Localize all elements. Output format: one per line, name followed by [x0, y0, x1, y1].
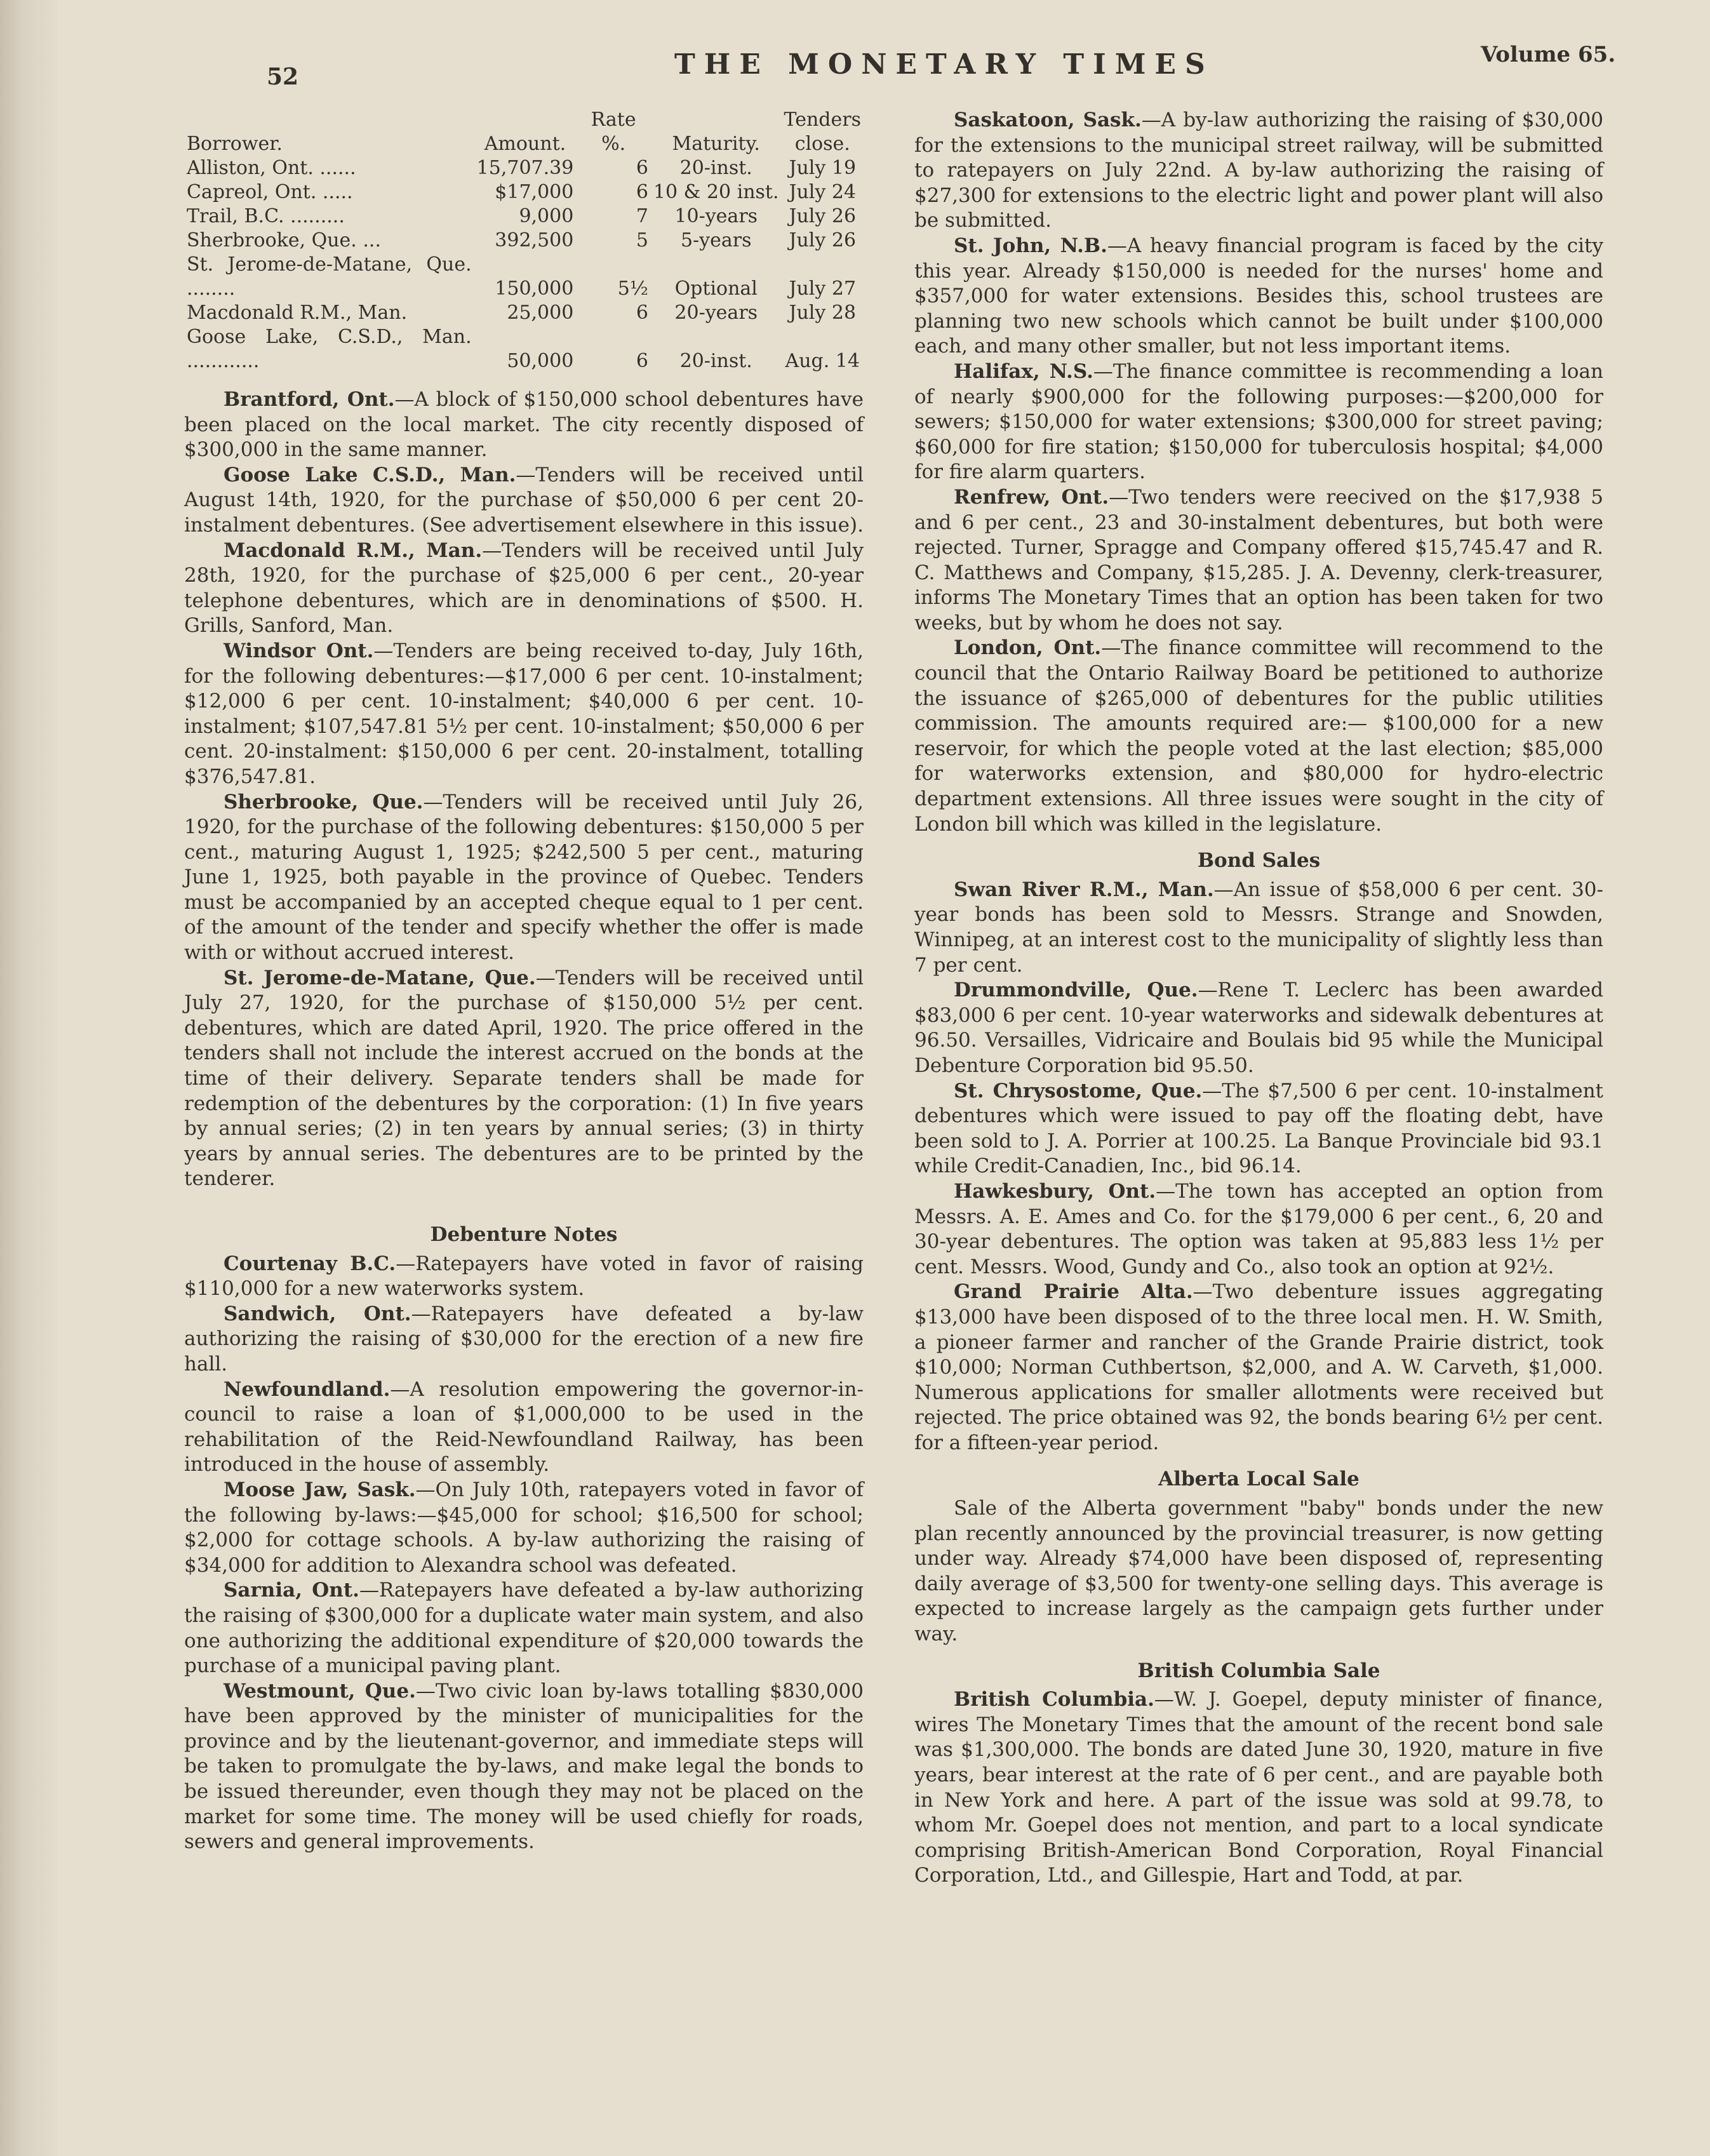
article-text: —W. J. Goepel, deputy minister of finance, wires The Monetary Times that the amount of the recent bond sale was $1,300,000. The bonds are dated June 30, 1920, mature in five years, bear interest at the rate of 6 per cent., and are payable both in New York and here. A part of the issue was sold at 99.78, to whom Mr. Goepel does not mention, and part to a local syndicate comprising British-American Bond Corporation, Royal Financial Corporation, Ltd., and Gillespie, Hart and Todd, at par.	[914, 1688, 1603, 1887]
cell-close: July 28	[789, 302, 857, 324]
article-paragraph	[184, 1478, 864, 1578]
article-lead: St. Jerome-de-Matane, Que.	[224, 966, 536, 989]
article-lead: Renfrew, Ont.	[954, 485, 1109, 509]
article-lead: Windsor Ont.	[224, 639, 374, 662]
article-text: —Rene T. Leclerc has been awarded $83,000 6 per cent. 10-year waterworks and sidewalk debentures at 96.50. Versailles, Vidricaire and Boulais bid 95 while the Municipal Debenture Corporation bid 95.50.	[914, 979, 1603, 1077]
cell-borrower: St. Jerome-de-Matane, Que. ........	[187, 253, 472, 300]
cell-close: July 19	[789, 157, 857, 179]
right-articles	[914, 108, 1603, 837]
cell-amount: 392,500	[495, 229, 574, 251]
header-amount: Amount.	[484, 133, 566, 155]
table-row	[184, 301, 864, 325]
cell-rate: 5	[636, 229, 648, 251]
table-row	[184, 253, 864, 301]
table-row	[184, 180, 864, 204]
article-lead: Westmount, Que.	[224, 1679, 416, 1703]
cell-maturity: 5-years	[680, 229, 752, 251]
alberta-sale-heading: Alberta Local Sale	[1158, 1468, 1359, 1491]
article-paragraph	[184, 539, 864, 639]
article-lead: Sandwich, Ont.	[224, 1302, 411, 1325]
article-text: —Tenders will be received until July 26, 1920, for the purchase of the following debentures: $150,000 5 per cent., maturing August 1, 1925; $242,500 5 per cent., maturing June 1, 1925, both payable in the province of Quebec. Tenders must be accompanied by an accepted cheque equal to 1 per cent. of the amount of the tender and specify whether the offer is made with or without accrued interest.	[184, 790, 864, 965]
table-row	[184, 229, 864, 253]
article-lead: Sherbrooke, Que.	[224, 790, 424, 814]
article-lead: Courtenay B.C.	[224, 1252, 396, 1275]
article-paragraph	[914, 978, 1603, 1078]
cell-amount: 9,000	[519, 205, 574, 227]
cell-borrower: Alliston, Ont. ......	[187, 157, 356, 179]
header-tenders-line2: close.	[794, 133, 850, 155]
article-text: —Tenders will be received until August 14th, 1920, for the purchase of $50,000 6 per cent 20-instalment debentures. (See advertisement elsewhere in this issue).	[184, 463, 864, 537]
article-lead: Goose Lake C.S.D., Man.	[224, 463, 516, 486]
cell-maturity: 20-inst.	[679, 157, 752, 179]
publication-title: THE MONETARY TIMES	[674, 48, 1214, 81]
book-binding-edge	[0, 0, 57, 2156]
article-paragraph	[184, 463, 864, 539]
header-borrower: Borrower.	[187, 133, 283, 155]
cell-maturity: Optional	[674, 278, 758, 300]
article-lead: Grand Prairie Alta.	[954, 1280, 1193, 1304]
article-paragraph	[184, 966, 864, 1192]
article-text: —Ratepayers have defeated a by-law authorizing the raising of $30,000 for the erection of a new fire hall.	[184, 1302, 864, 1376]
article-lead: Newfoundland.	[224, 1377, 391, 1401]
cell-maturity: 20-years	[674, 302, 758, 324]
tenders-table	[184, 108, 864, 373]
cell-amount: 25,000	[507, 302, 574, 324]
cell-maturity: 10 & 20 inst.	[653, 181, 779, 203]
cell-borrower: Capreol, Ont. .....	[187, 181, 353, 203]
article-text: Sale of the Alberta government "baby" bonds under the new plan recently announced by the provincial treasurer, is now getting under way. Already $74,000 have been disposed of, representing daily average of $3,500 for twenty-one selling days. This average is expected to increase largely as the campaign gets further under way.	[914, 1497, 1603, 1646]
debenture-notes-heading: Debenture Notes	[430, 1223, 618, 1246]
bond-sales-articles	[914, 878, 1603, 1456]
article-paragraph	[914, 359, 1603, 485]
article-text: —A by-law authorizing the raising of $30,000 for the extensions to the municipal street railway, will be submitted to ratepayers on July 22nd. A by-law authorizing the raising of $27,300 for extensions to the electric light and power plant will also be submitted.	[914, 109, 1603, 232]
article-paragraph	[184, 1679, 864, 1855]
article-paragraph	[184, 639, 864, 790]
article-text: —The town has accepted an option from Messrs. A. E. Ames and Co. for the $179,000 6 per cent., 6, 20 and 30-year debentures. The option was taken at 95,883 less 1½ per cent. Messrs. Wood, Gundy and Co., also took an option at 92½.	[914, 1179, 1603, 1278]
article-lead: British Columbia.	[954, 1688, 1154, 1711]
cell-rate: 6	[636, 350, 648, 372]
article-paragraph	[914, 108, 1603, 234]
article-lead: London, Ont.	[954, 636, 1102, 660]
header-tenders-close	[782, 108, 864, 156]
bc-sale-heading: British Columbia Sale	[1137, 1659, 1380, 1682]
table-row	[184, 156, 864, 180]
article-paragraph	[184, 387, 864, 463]
alberta-sale-articles	[914, 1496, 1603, 1647]
right-column	[914, 108, 1603, 1889]
article-paragraph	[184, 1252, 864, 1302]
article-lead: Moose Jaw, Sask.	[224, 1478, 416, 1501]
left-column	[184, 108, 864, 1855]
cell-maturity: 10-years	[674, 205, 758, 227]
article-text: —Tenders will be received until July 28th, 1920, for the purchase of $25,000 6 per cent., 20-year telephone debentures, which are in denominations of $500. H. Grills, Sanford, Man.	[184, 539, 864, 638]
cell-amount: 150,000	[495, 278, 574, 300]
header-rate: Rate %.	[591, 109, 636, 155]
debenture-notes-articles	[184, 1252, 864, 1855]
running-header	[267, 44, 1672, 89]
header-tenders-line1: Tenders	[784, 109, 861, 131]
cell-rate: 6	[636, 181, 648, 203]
article-text: —The finance committee will recommend to the council that the Ontario Railway Board be petitioned to authorize the issuance of $265,000 of debentures for the public utilities commission. The amounts required are:— $100,000 for a new reservoir, for which the people voted at the last election; $85,000 for waterworks extension, and $80,000 for hydro-electric department extensions. All three issues were sought in the city of London bill which was killed in the legislature.	[914, 636, 1603, 836]
cell-borrower: Trail, B.C. .........	[187, 205, 345, 227]
table-row	[184, 325, 864, 373]
article-text: —Two civic loan by-laws totalling $830,000 have been approved by the minister of municipalities for the province and by the lieutenant-governor, and immediate steps will be taken to promulgate the by-laws, and make legal the bonds to be issued thereunder, even though they may not be placed on the market for some time. The money will be used chiefly for roads, sewers and general improvements.	[184, 1679, 864, 1854]
article-paragraph	[914, 1687, 1603, 1889]
article-text: —A resolution empowering the governor-in-council to raise a loan of $1,000,000 to be used in the rehabilitation of the Reid-Newfoundland Railway, has been introduced in the house of assembly.	[184, 1377, 864, 1476]
article-lead: Sarnia, Ont.	[224, 1579, 359, 1602]
article-text: —A block of $150,000 school debentures have been placed on the local market. The city recently disposed of $300,000 in the same manner.	[184, 388, 864, 462]
article-text: —Two tenders were reecived on the $17,938 5 and 6 per cent., 23 and 30-instalment debentures, but both were rejected. Turner, Spragge and Company offered $15,745.47 and R. C. Matthews and Company, $15,285. J. A. Devenny, clerk-treasurer, informs The Monetary Times that an option has been taken for two weeks, but by whom he does not say.	[914, 485, 1603, 634]
article-paragraph	[184, 1578, 864, 1678]
cell-close: July 24	[789, 181, 857, 203]
article-text: —Ratepayers have defeated a by-law authorizing the raising of $300,000 for a duplicate water main system, and also one authorizing the additional expenditure of $20,000 towards the purchase of a municipal paving plant.	[184, 1579, 864, 1678]
article-text: —Ratepayers have voted in favor of raising $110,000 for a new waterworks system.	[184, 1252, 864, 1301]
article-paragraph	[914, 1280, 1603, 1456]
article-paragraph	[184, 1377, 864, 1478]
article-lead: Hawkesbury, Ont.	[954, 1179, 1156, 1203]
cell-close: July 27	[789, 278, 857, 300]
cell-close: July 26	[789, 205, 857, 227]
article-paragraph	[914, 1179, 1603, 1280]
article-lead: St. John, N.B.	[954, 234, 1107, 257]
bc-sale-articles	[914, 1687, 1603, 1889]
cell-close: Aug. 14	[785, 350, 860, 372]
cell-borrower: Macdonald R.M., Man.	[187, 302, 408, 324]
article-text: —Tenders will be received until July 27, 1920, for the purchase of $150,000 5½ per cent. debentures, which are dated April, 1920. The price offered in the tenders shall not include the interest accrued on the bonds at the time of their delivery. Separate tenders shall be made for redemption of the debentures by the corporation: (1) In five years by annual series; (2) in ten years by annual series; (3) in thirty years by annual series. The debentures are to be printed by the tenderer.	[184, 966, 864, 1191]
article-paragraph	[914, 878, 1603, 978]
cell-close: July 26	[789, 229, 857, 251]
article-text: —The finance committee is recommending a loan of nearly $900,000 for the following purposes:—$200,000 for sewers; $150,000 for water extensions; $300,000 for street paving; $60,000 for fire station; $150,000 for tuberculosis hospital; $4,000 for fire alarm quarters.	[914, 359, 1604, 484]
cell-amount: 50,000	[507, 350, 574, 372]
article-lead: Drummondville, Que.	[954, 979, 1198, 1002]
bond-sales-heading: Bond Sales	[1197, 849, 1321, 873]
article-text: —Two debenture issues aggregating $13,000 have been disposed of to the three local men. H. W. Smith, a pioneer farmer and rancher of the Grande Prairie district, took $10,000; Norman Cuthbertson, $2,000, and A. W. Carveth, $1,000. Numerous applications for smaller allotments were received but rejected. The price obtained was 92, the bonds bearing 6½ per cent. for a fifteen-year period.	[914, 1280, 1603, 1454]
header-maturity: Maturity.	[672, 133, 760, 155]
article-paragraph	[914, 234, 1603, 359]
article-text: —An issue of $58,000 6 per cent. 30-year bonds has been sold to Messrs. Strange and Snowden, Winnipeg, at an interest cost to the municipality of slightly less than 7 per cent.	[914, 878, 1603, 977]
article-paragraph	[184, 790, 864, 966]
article-paragraph	[914, 1496, 1603, 1647]
article-lead: Saskatoon, Sask.	[954, 109, 1142, 131]
cell-amount: 15,707.39	[476, 157, 574, 179]
cell-borrower: Goose Lake, C.S.D., Man. ............	[187, 326, 472, 372]
article-paragraph	[914, 1079, 1603, 1179]
article-text: —A heavy financial program is faced by the city this year. Already $150,000 is needed for the nurses' home and $357,000 for water extensions. Besides this, school trustees are planning two new schools which cannot be built under $100,000 each, and many other smaller, but not less important items.	[914, 234, 1603, 358]
article-text: —On July 10th, ratepayers voted in favor of the following by-laws:—$45,000 for school; $16,500 for school; $2,000 for cottage schools. A by-law authorizing the raising of $34,000 for addition to Alexandra school was defeated.	[184, 1478, 864, 1577]
article-lead: Halifax, N.S.	[954, 359, 1093, 383]
cell-rate: 5½	[617, 278, 648, 300]
article-paragraph	[914, 636, 1603, 837]
table-row	[184, 204, 864, 229]
cell-rate: 6	[636, 302, 648, 324]
article-lead: Swan River R.M., Man.	[954, 878, 1214, 901]
article-lead: St. Chrysostome, Que.	[954, 1079, 1203, 1102]
article-lead: Brantford, Ont.	[224, 388, 395, 411]
cell-maturity: 20-inst.	[679, 350, 752, 372]
table-header-row	[184, 108, 864, 156]
cell-borrower: Sherbrooke, Que. ...	[187, 229, 381, 251]
article-text: —The $7,500 6 per cent. 10-instalment debentures which were issued to pay off the floating debt, have been sold to J. A. Porrier at 100.25. La Banque Provinciale bid 93.1 while Credit-Canadien, Inc., bid 96.14.	[914, 1079, 1604, 1178]
article-paragraph	[914, 485, 1603, 636]
article-lead: Macdonald R.M., Man.	[224, 539, 483, 562]
article-text: —Tenders are being received to-day, July 16th, for the following debentures:—$17,000 6 per cent. 10-instalment; $12,000 6 per cent. 10-instalment; $40,000 6 per cent. 10-instalment; $107,547.81 5½ per cent. 10-instalment; $50,000 6 per cent. 20-instalment: $150,000 6 per cent. 20-instalment, totalling $376,547.81.	[184, 639, 864, 788]
article-paragraph	[184, 1302, 864, 1377]
left-articles	[184, 387, 864, 1192]
cell-amount: $17,000	[495, 181, 574, 203]
volume-label: Volume 65.	[1481, 42, 1616, 67]
page-number: 52	[267, 64, 299, 90]
cell-rate: 6	[636, 157, 648, 179]
cell-rate: 7	[636, 205, 648, 227]
